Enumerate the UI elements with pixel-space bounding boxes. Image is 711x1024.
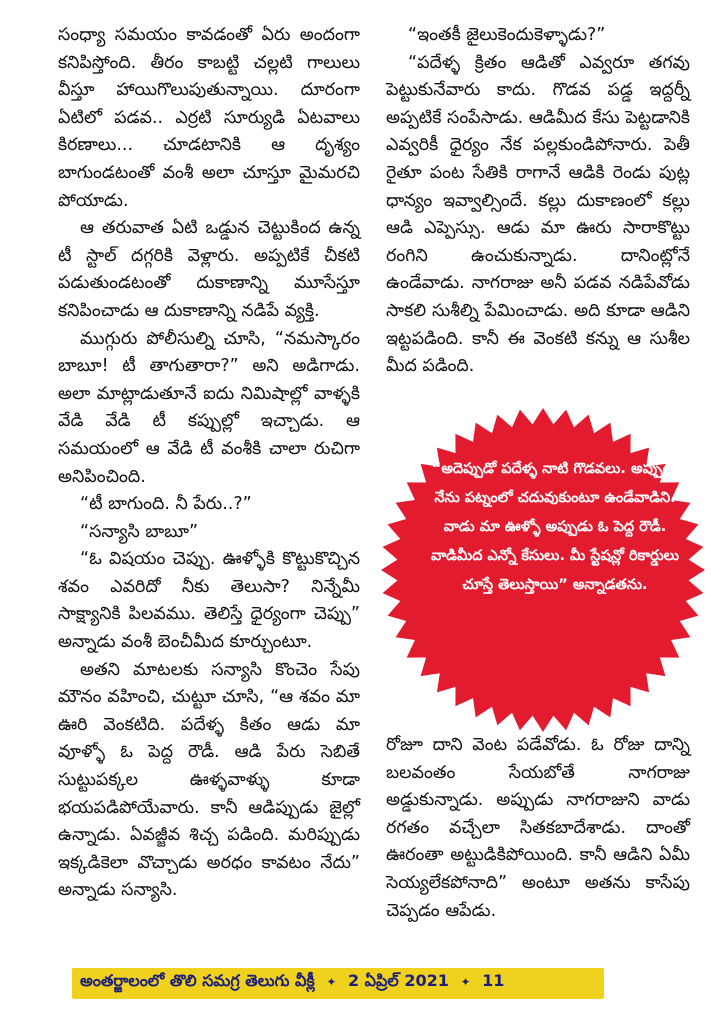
paragraph: “ఓ విషయం చెప్పు. ఊళ్ళోకి కొట్టుకొచ్చిన శవం ఎవరిదో నీకు తెలుసా? నిన్నేమీ సాక్ష్యానికి పిలవము. తెలిస్తే ధైర్యంగా చెప్పు” అన్నాడు వంశీ బెంచీమీద కూర్చుంటూ. bbox=[58, 549, 360, 653]
paragraph: “పదేళ్ళ క్రితం ఆడితో ఎవ్వరూ తగవు పెట్టుకునేవారు కాదు. గొడవ పడ్డ ఇద్దర్నీ అప్పటికే సంపేసాడు. ఆడిమీద కేసు పెట్టడానికి ఎవ్వరికీ ధైర్యం నేక పల్లకుండిపోనారు. పెతీ రైతూ పంట సేతికి రాగానే ఆడికి రెండు పుట్ల ధాన్యం ఇవ్వాల్సిందే. కల్లు దుకాణంలో కల్లు ఆడి ఎప్పెస్సు. ఆడు మా ఊరు సారాకొట్టు రంగిని ఉంచుకున్నాడు. దానింట్లోనే ఉండేవాడు. నాగరాజు అనీ పడవ నడిపేవోడు సాకలి సుశీల్ని పేమించాడు. అది కూడా ఆడిని ఇట్టపడింది. కానీ ఈ వెంకటి కన్ను ఆ సుశీల మీద పడింది. bbox=[386, 52, 690, 377]
article-right-column-bottom bbox=[386, 732, 690, 925]
paragraph: ఆ తరువాత ఏటి ఒడ్డున చెట్టుకింద ఉన్న టీ స్టాల్ దగ్గరికి వెళ్లారు. అప్పటికే చీకటి పడుతుండటంతో దుకాణాన్ని మూసేస్తూ కనిపించాడు ఆ దుకాణాన్ని నడిపే వ్యక్తి. bbox=[58, 218, 360, 321]
paragraph: సంధ్యా సమయం కావడంతో ఏరు అందంగా కనిపిస్తోంది. తీరం కాబట్టి చల్లటి గాలులు వీస్తూ హాయిగొలుపుతున్నాయి. దూరంగా ఏటిలో పడవ.. ఎర్రటి సూర్యుడి ఏటవాలు కిరణాలు... చూడటానికి ఆ దృశ్యం బాగుండటంతో వంశీ అలా చూస్తూ మైమరచి పోయాడు. bbox=[58, 25, 360, 211]
paragraph: “సన్యాసి బాబూ” bbox=[80, 521, 199, 542]
paragraph: అతని మాటలకు సన్యాసి కొంచెం సేపు మౌనం వహించి, చుట్టూ చూసి, “ఆ శవం మా ఊరి వెంకటిది. పదేళ్ళ కితం ఆడు మా వూళ్ళో ఓ పెద్ద రౌడీ. ఆడి పేరు సెబితే సుట్టుపక్కల ఊళ్ళవాళ్ళు కూడా భయపడిపోయేవారు. కానీ ఆడిప్పుడు జైల్లో ఉన్నాడు. ఏవజ్జీవ శిచ్చ పడింది. మరిప్పుడు ఇక్కడికెలా వొచ్చాడు అరధం కావటం నేదు” అన్నాడు సన్యాసి. bbox=[58, 659, 360, 901]
article-left-column bbox=[58, 22, 360, 905]
paragraph: ముగ్గురు పోలీసుల్ని చూసి, “నమస్కారం బాబూ! టీ తాగుతారా?” అని అడిగాడు. అలా మాట్లాడుతూనే ఐదు నిమిషాల్లో వాళ్ళకి వేడి వేడి టీ కప్పుల్లో ఇచ్చాడు. ఆ సమయంలో ఆ వేడి టీ వంశీకి చాలా రుచిగా అనిపించింది. bbox=[58, 328, 360, 487]
star-icon: ✦ bbox=[326, 975, 337, 989]
paragraph: “ఇంతకీ జైలుకెందుకెళ్ళాడు?” bbox=[408, 25, 606, 45]
page-number: 11 bbox=[482, 971, 505, 990]
page-footer bbox=[0, 968, 711, 1024]
footer-date: 2 ఏప్రిల్ 2021 bbox=[347, 971, 449, 990]
star-icon: ✦ bbox=[460, 975, 471, 989]
article-right-column-top bbox=[386, 22, 690, 381]
paragraph: రోజూ దాని వెంట పడేవోడు. ఓ రోజు దాన్ని బలవంతం సేయబోతే నాగరాజు అడ్డుకున్నాడు. అప్పుడు నాగరాజుని వాడు రగతం వచ్చేలా సితకబాదేశాడు. దాంతో ఊరంతా అట్టుడికిపోయింది. కానీ ఆడిని ఏమీ సెయ్యలేకపోనాది” అంటూ అతను కాసేపు చెప్పడం ఆపేడు. bbox=[386, 735, 690, 921]
paragraph: “టీ బాగుంది. నీ పేరు..?” bbox=[80, 494, 252, 515]
pull-quote: “అదెప్పుడో పదేళ్ళ నాటి గొడవలు. అప్పుడు నేను పట్నంలో చదువుకుంటూ ఉండేవాడిని. వాడు మా ఊళ్ళో అప్పుడు ఓ పెద్ద రౌడీ. వాడిమీద ఎన్నో కేసులు. మీ స్టేషన్లో రికార్డులు చూస్తే తెలుస్తాయి” అన్నాడతను. bbox=[430, 461, 680, 593]
footer-text bbox=[80, 971, 504, 994]
footer-title: అంతర్జాలంలో తొలి సమగ్ర తెలుగు వీక్లీ bbox=[80, 971, 315, 990]
